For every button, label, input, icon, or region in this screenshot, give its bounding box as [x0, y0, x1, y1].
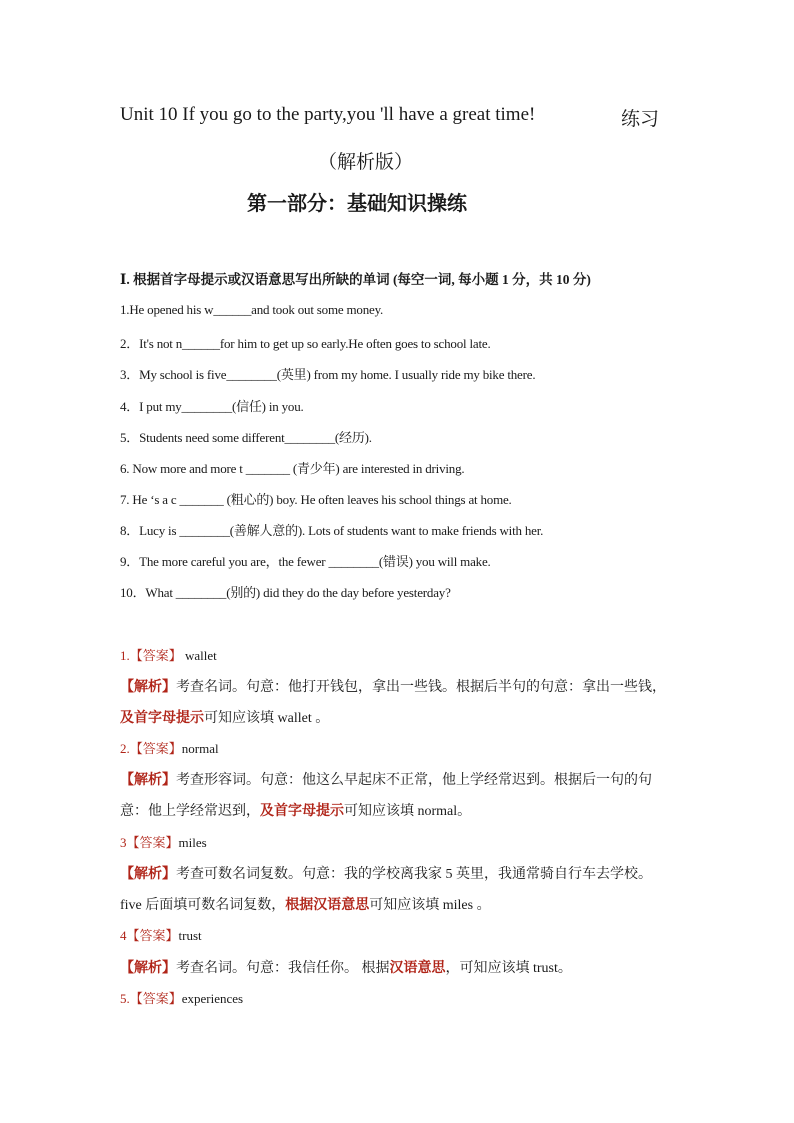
answer-5	[120, 988, 243, 1007]
question-7: 7. He ‘s a c _______ (粗心的) boy. He often leaves his school things at home.	[120, 492, 512, 507]
analysis-emphasis: 汉语意思	[389, 961, 446, 976]
analysis-text: five 后面填可数名词复数，	[120, 898, 286, 913]
answer-1	[120, 645, 217, 664]
analysis-emphasis: 及首字母提示	[120, 711, 204, 726]
title-line1: Unit 10 If you go to the party,you 'll have a great time!	[120, 104, 536, 125]
question-3: 3．My school is five________(英里) from my home. I usually ride my bike there.	[120, 367, 536, 382]
analysis-text: 考查名词。句意：我信任你。 根据	[176, 961, 390, 976]
question-2: 2．It's not n______for him to get up so early.He often goes to school late.	[120, 336, 491, 351]
answer-label: 1.【答案】	[120, 648, 182, 663]
analysis-tag: 【解析】	[120, 680, 176, 695]
analysis-text: 意：他上学经常迟到，	[120, 804, 260, 819]
answer-2	[120, 738, 219, 757]
question-6: 6. Now more and more t _______ (青少年) are interested in driving.	[120, 461, 465, 476]
analysis-tag: 【解析】	[120, 773, 176, 788]
answer-label: 3【答案】	[120, 835, 179, 850]
analysis-emphasis: 及首字母提示	[260, 804, 344, 819]
answer-value: wallet	[181, 648, 217, 663]
analysis-2-cont	[120, 800, 471, 820]
document-title	[120, 104, 660, 130]
answer-3	[120, 832, 207, 851]
part-heading: 第一部分：基础知识操练	[247, 193, 467, 215]
analysis-text: 可知应该填 wallet 。	[204, 711, 330, 726]
analysis-text: ，可知应该填 trust。	[445, 961, 572, 976]
analysis-3	[120, 863, 652, 883]
question-9: 9．The more careful you are，the fewer ________(错误) you will make.	[120, 554, 491, 569]
analysis-2	[120, 769, 652, 789]
analysis-text: 可知应该填 normal。	[344, 804, 472, 819]
analysis-4	[120, 957, 572, 977]
analysis-1	[120, 676, 666, 696]
analysis-3-cont	[120, 894, 491, 914]
question-1: 1.He opened his w______and took out some money.	[120, 302, 384, 317]
answer-value: trust	[178, 928, 202, 943]
analysis-text: 考查形容词。句意：他这么早起床不正常，他上学经常迟到。根据后一句的句	[176, 773, 652, 788]
answer-value: miles	[178, 835, 207, 850]
answer-value: experiences	[181, 991, 244, 1006]
question-8: 8．Lucy is ________(善解人意的). Lots of students want to make friends with her.	[120, 523, 544, 538]
question-4: 4．I put my________(信任) in you.	[120, 399, 304, 414]
analysis-tag: 【解析】	[120, 867, 176, 882]
answer-label: 2.【答案】	[120, 741, 182, 756]
analysis-text: 考查名词。句意：他打开钱包，拿出一些钱。根据后半句的句意：拿出一些钱，	[176, 680, 666, 695]
question-5: 5．Students need some different________(经历).	[120, 430, 372, 445]
analysis-tag: 【解析】	[120, 961, 176, 976]
title-subtitle: （解析版）	[318, 152, 414, 173]
title-suffix: 练习	[621, 109, 660, 130]
answer-label: 5.【答案】	[120, 991, 182, 1006]
answer-4	[120, 925, 202, 944]
analysis-1-cont	[120, 707, 329, 727]
analysis-emphasis: 根据汉语意思	[285, 898, 370, 913]
analysis-text: 可知应该填 miles 。	[369, 898, 491, 913]
question-10: 10．What ________(别的) did they do the day before yesterday?	[120, 585, 451, 600]
section-heading: Ⅰ. 根据首字母提示或汉语意思写出所缺的单词 (每空一词, 每小题 1 分，共 10 分)	[120, 272, 591, 287]
answer-label: 4【答案】	[120, 928, 179, 943]
answer-value: normal	[181, 741, 219, 756]
analysis-text: 考查可数名词复数。句意：我的学校离我家 5 英里，我通常骑自行车去学校。	[176, 867, 652, 882]
